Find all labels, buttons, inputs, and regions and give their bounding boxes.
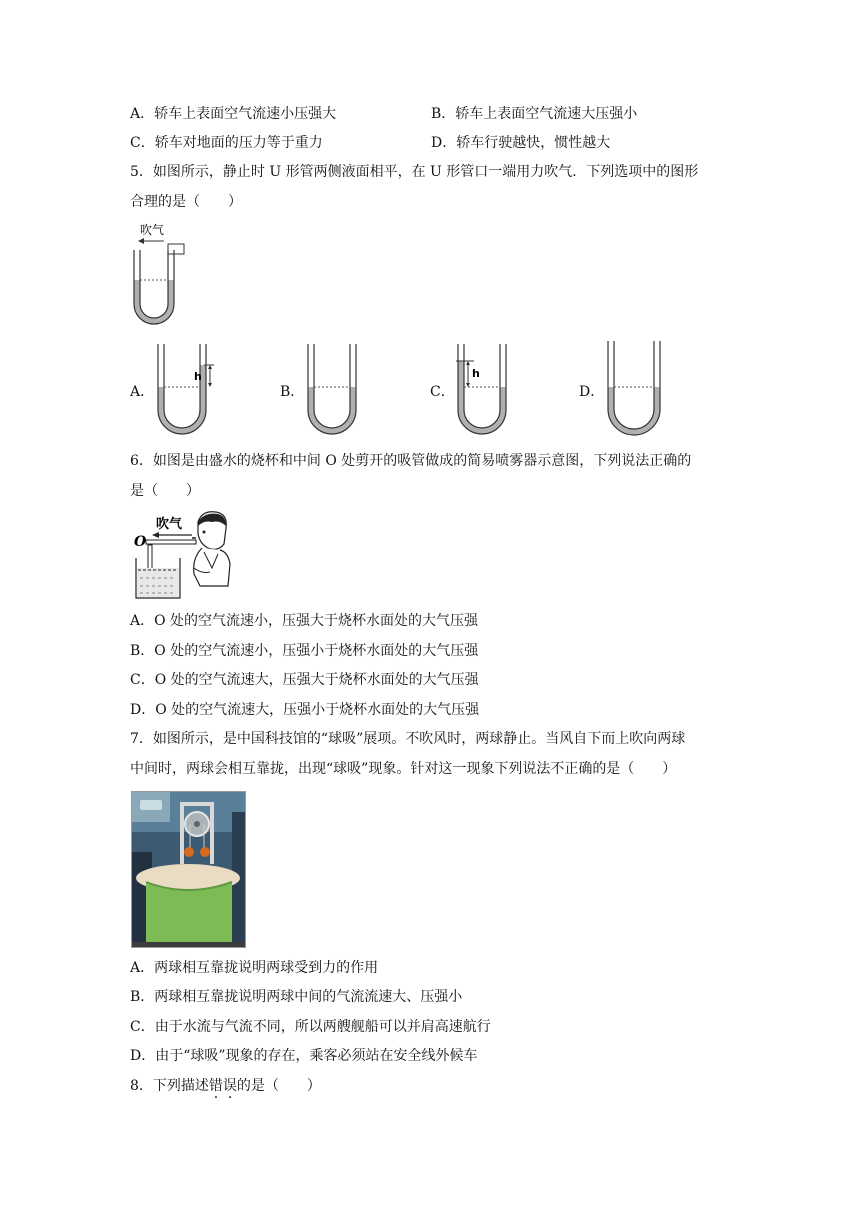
q8-stem-suffix: 的是（ ）	[236, 1078, 321, 1094]
q7-option-c: C．由于水流与气流不同，所以两艘舰船可以并肩高速航行	[130, 1019, 491, 1035]
q6-option-c: C．O 处的空气流速大，压强大于烧杯水面处的大气压强	[130, 672, 479, 688]
q4-option-b: B．轿车上表面空气流速大压强小	[431, 106, 638, 122]
q5-option-b-label: B．	[280, 384, 305, 400]
q6-sprayer-figure	[132, 508, 232, 604]
q4-option-d: D．轿车行驶越快，惯性越大	[431, 135, 611, 151]
q6-option-a: A．O 处的空气流速小，压强大于烧杯水面处的大气压强	[130, 613, 479, 629]
q5-option-a-h-label: h	[194, 370, 202, 383]
q5-option-c-figure	[452, 340, 522, 440]
q5-option-c-h-label: h	[472, 367, 480, 380]
q4-option-a: A．轿车上表面空气流速小压强大	[130, 106, 337, 122]
q6-option-d: D．O 处的空气流速大，压强小于烧杯水面处的大气压强	[130, 702, 480, 718]
q5-option-d-figure	[602, 337, 674, 441]
q6-stem-line1: 6．如图是由盛水的烧杯和中间 O 处剪开的吸管做成的简易喷雾器示意图，下列说法正确的	[130, 453, 692, 469]
q5-u-tube-figure	[128, 222, 188, 328]
q8-stem-emphasis-2: 误	[222, 1078, 237, 1094]
q5-option-a-label: A．	[130, 384, 155, 400]
q6-stem-line2: 是（ ）	[130, 483, 200, 499]
q5-option-a-figure	[152, 340, 222, 440]
q5-stem-line2: 合理的是（ ）	[130, 194, 242, 210]
q8-stem	[130, 1076, 321, 1096]
q8-stem-emphasis-1: 错	[208, 1078, 223, 1094]
q5-blow-label: 吹气	[140, 223, 165, 237]
q5-stem-line1: 5．如图所示，静止时 U 形管两侧液面相平，在 U 形管口一端用力吹气．下列选项中的图形	[130, 164, 699, 180]
q5-option-d-label: D．	[579, 384, 605, 400]
q7-option-b: B．两球相互靠拢说明两球中间的气流流速大、压强小	[130, 989, 463, 1005]
q5-option-c-label: C．	[430, 384, 455, 400]
q5-option-b-figure	[302, 340, 372, 440]
q7-stem-line1: 7．如图所示，是中国科技馆的“球吸”展项。不吹风时，两球静止。当风自下而上吹向两球	[130, 731, 686, 747]
q6-blow-label: 吹气	[156, 517, 183, 532]
q7-stem-line2: 中间时，两球会相互靠拢，出现“球吸”现象。针对这一现象下列说法不正确的是（ ）	[130, 761, 677, 777]
q7-option-d: D．由于“球吸”现象的存在，乘客必须站在安全线外候车	[130, 1048, 478, 1064]
q6-option-b: B．O 处的空气流速小，压强小于烧杯水面处的大气压强	[130, 643, 479, 659]
q4-option-c: C．轿车对地面的压力等于重力	[130, 135, 323, 151]
q6-o-label: O	[134, 534, 147, 550]
q8-stem-prefix: 8．下列描述	[130, 1078, 209, 1094]
q7-option-a: A．两球相互靠拢说明两球受到力的作用	[130, 960, 379, 976]
q7-ball-suction-photo	[131, 791, 246, 948]
